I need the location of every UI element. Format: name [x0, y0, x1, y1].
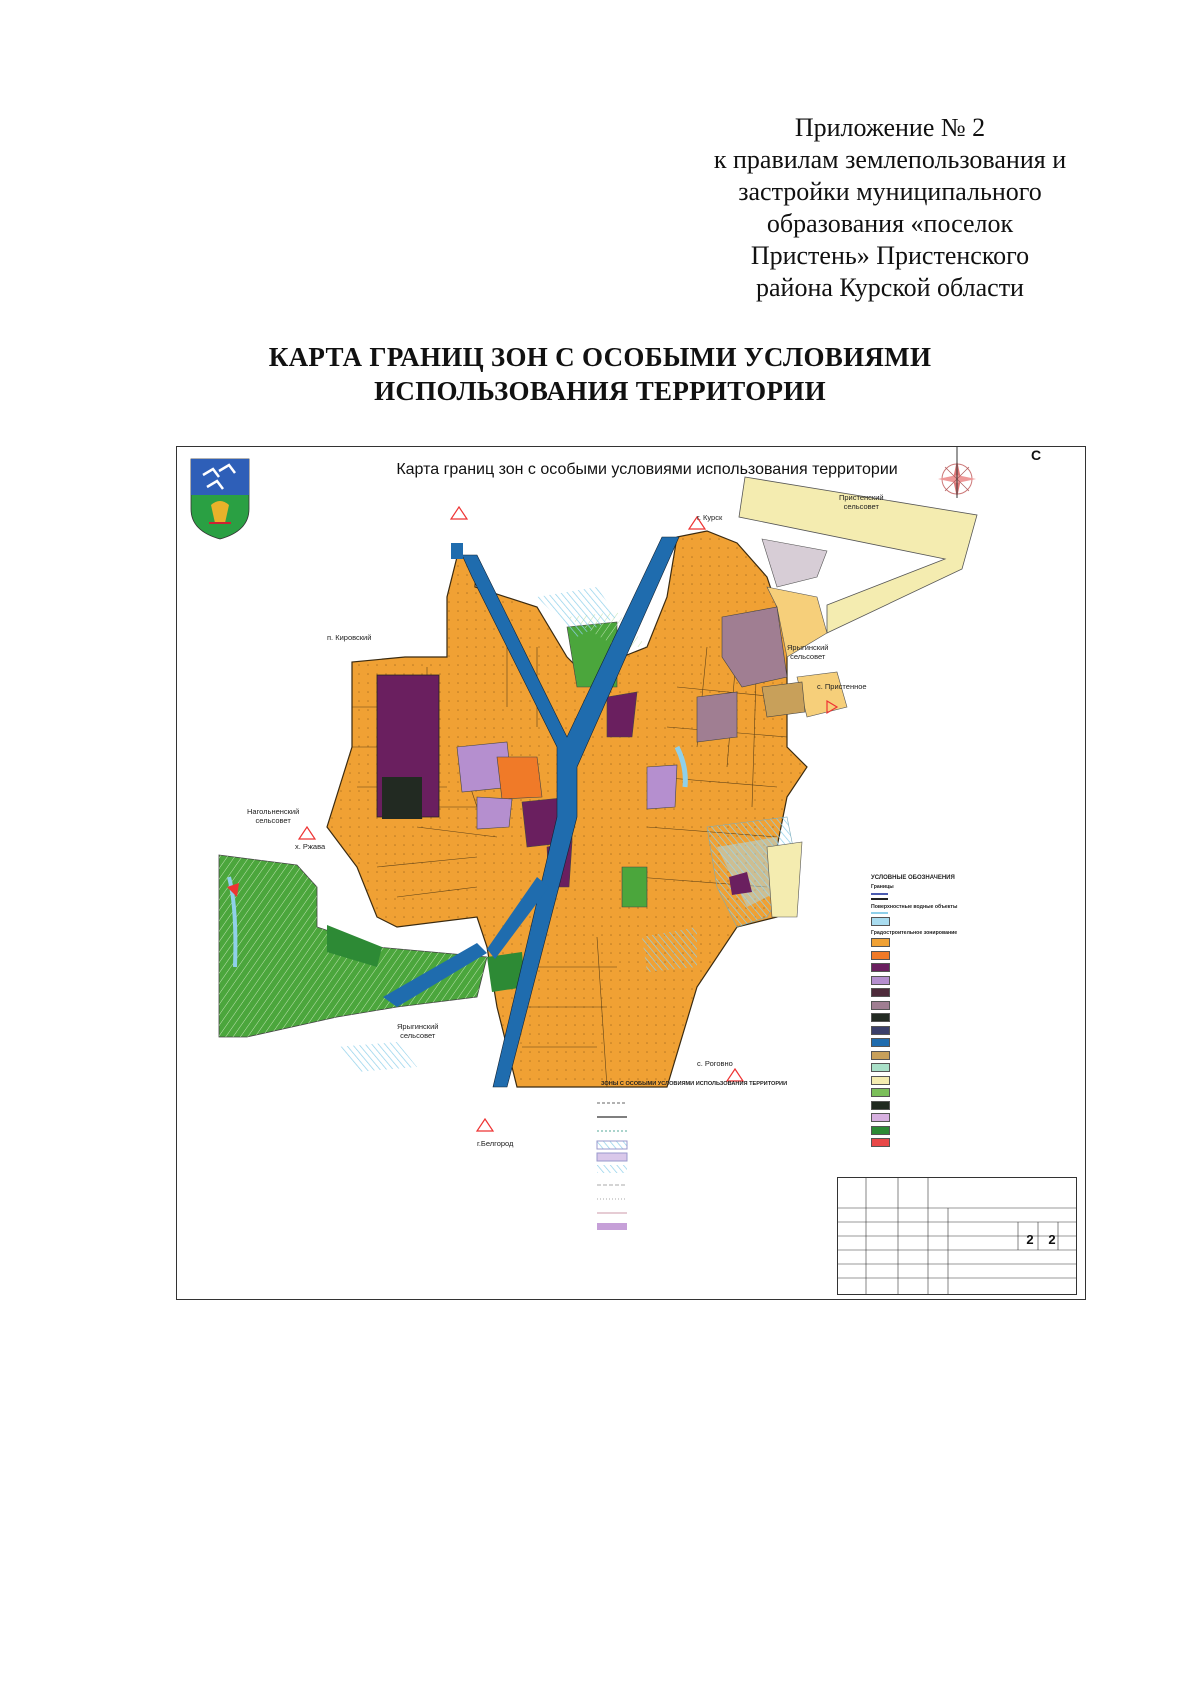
legend-boundaries-heading: Границы	[871, 884, 894, 891]
legend-swatch	[871, 938, 890, 947]
map-title: Карта границ зон с особыми условиями использования территории	[396, 461, 898, 478]
document-title-line1: КАРТА ГРАНИЦ ЗОН С ОСОБЫМИ УСЛОВИЯМИ	[268, 342, 932, 372]
legend-swatch	[871, 1001, 890, 1010]
legend-swatch	[871, 1051, 890, 1060]
place-label: г. Курск	[697, 513, 723, 522]
title-block-stamp	[837, 1177, 1077, 1295]
place-label: с. Пристенное	[817, 682, 867, 691]
legend-swatch	[871, 1076, 890, 1085]
place-label: Ярыгинский сельсовет	[787, 643, 829, 661]
place-label: х. Ржава	[295, 842, 326, 851]
document-title	[150, 340, 1050, 408]
place-label: п. Кировский	[327, 633, 372, 642]
map-legend	[871, 875, 1071, 1151]
document-title-line2: ИСПОЛЬЗОВАНИЯ ТЕРРИТОРИИ	[374, 376, 826, 406]
stamp-grid	[838, 1178, 1076, 1294]
annex-line: района Курской области	[756, 273, 1024, 302]
zones-legend-title: ЗОНЫ С ОСОБЫМИ УСЛОВИЯМИ ИСПОЛЬЗОВАНИЯ ТЕРРИТОРИИ	[601, 1081, 788, 1087]
place-label: Нагольненский сельсовет	[247, 807, 300, 825]
legend-swatch	[871, 1013, 890, 1022]
legend-swatch	[871, 976, 890, 985]
legend-swatch	[871, 1088, 890, 1097]
map-frame	[176, 446, 1086, 1300]
legend-swatch	[871, 963, 890, 972]
legend-swatch	[871, 1126, 890, 1135]
compass-rose-icon	[938, 447, 976, 498]
map-canvas	[177, 447, 1085, 1299]
annex-line: Приложение № 2	[794, 113, 986, 142]
legend-swatch	[871, 1063, 890, 1072]
zones-legend	[601, 1081, 831, 1090]
legend-swatch	[871, 1038, 890, 1047]
legend-swatch	[871, 1138, 890, 1147]
legend-line-sample	[871, 898, 888, 900]
place-label: Пристенский сельсовет	[839, 493, 884, 511]
legend-swatch	[871, 917, 890, 926]
legend-swatch	[871, 951, 890, 960]
north-letter: С	[1031, 447, 1042, 463]
legend-line-sample	[871, 912, 888, 914]
annex-note	[640, 112, 1140, 304]
legend-line-sample	[871, 893, 888, 895]
legend-zoning-heading: Градостроительное зонирование	[871, 929, 958, 936]
place-label: г.Белгород	[477, 1139, 514, 1148]
annex-line: застройки муниципального	[738, 177, 1042, 206]
legend-title: УСЛОВНЫЕ ОБОЗНАЧЕНИЯ	[871, 875, 955, 881]
annex-line: образования «поселок	[766, 209, 1014, 238]
legend-swatch	[871, 988, 890, 997]
coat-of-arms-icon	[191, 459, 249, 539]
annex-line: Пристень» Пристенского	[750, 241, 1030, 270]
stamp-sheet-number: 2	[1026, 1232, 1034, 1247]
stamp-sheets-total: 2	[1048, 1232, 1056, 1247]
zones-legend-samples	[597, 1103, 627, 1230]
legend-water-heading: Поверхностные водные объекты	[871, 903, 958, 910]
place-label: с. Роговно	[697, 1059, 733, 1068]
place-label: Ярыгинский сельсовет	[397, 1022, 439, 1040]
legend-swatch	[871, 1026, 890, 1035]
legend-swatch	[871, 1101, 890, 1110]
annex-line: к правилам землепользования и	[713, 145, 1067, 174]
legend-swatch	[871, 1113, 890, 1122]
